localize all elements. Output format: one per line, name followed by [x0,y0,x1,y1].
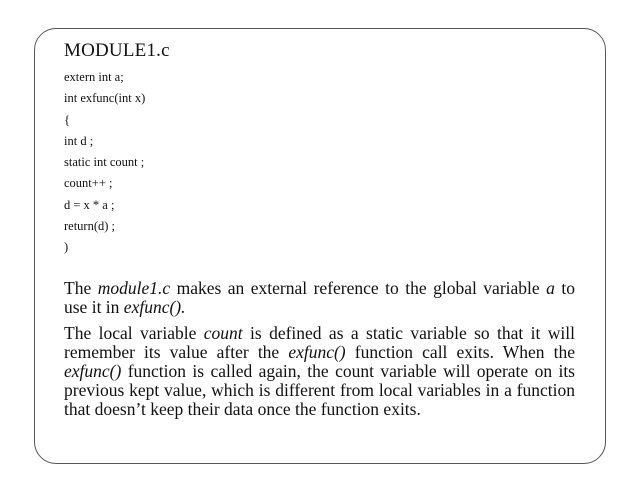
text-segment: makes an external reference to the global variable [170,278,547,298]
function-name: exfunc() [64,361,122,381]
code-line: int d ; [64,133,94,148]
code-line: return(d) ; [64,219,116,234]
code-line: count++ ; [64,176,113,191]
code-line: ) [64,240,69,255]
explanation-paragraph-2 [64,324,575,419]
code-line: static int count ; [64,155,145,170]
variable-name: a [546,278,555,298]
code-line: d = x * a ; [64,197,115,212]
function-name: exfunc(). [123,297,186,317]
explanation-paragraph-1 [64,279,575,317]
text-segment: function is called again, the count variable will operate on its previous kept value, which is different from local variables in a function that doesn’t keep their data once the function exits. [64,361,575,419]
text-segment: function call exits. When the [345,342,576,362]
variable-name: count [203,323,243,343]
code-listing [64,67,145,259]
code-line: { [64,112,70,127]
function-name: exfunc() [288,342,346,362]
code-line: int exfunc(int x) [64,91,146,106]
text-segment: is defined as a static variable so that it will remember its value after the [64,323,575,362]
slide-title: MODULE1.c [64,40,170,61]
text-segment: The [64,278,98,298]
code-line: extern int a; [64,70,124,84]
module-name: module1.c [97,278,171,298]
text-segment: The local variable [64,323,204,343]
text-segment: to use it in [64,278,575,317]
